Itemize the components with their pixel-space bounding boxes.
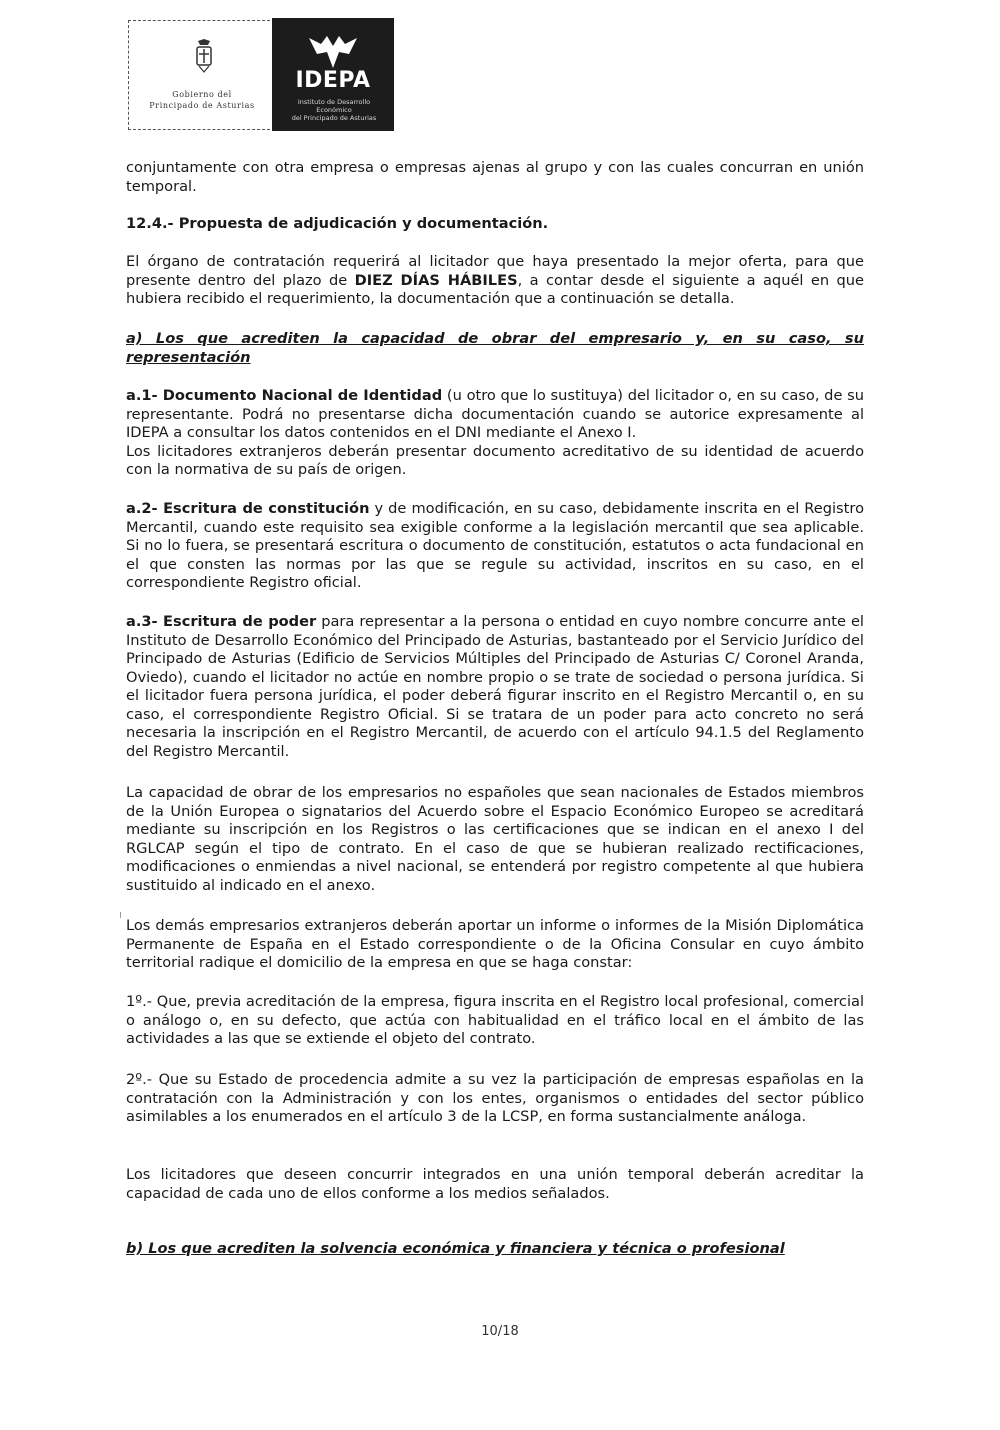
paragraph-organo: [126, 253, 864, 309]
paragraph-union-temporal: Los licitadores que deseen concurrir integrados en una unión temporal deberán acreditar la capacidad de cada uno de ellos conforme a los medios señalados.: [126, 1166, 864, 1202]
a3-text: para representar a la persona o entidad en cuyo nombre concurre ante el Instituto de Desarrollo Económico del Principado de Asturias, bastanteado por el Servicio Jurídico del Principado de Asturias (Edificio de Servicios Múltiples del Principado de Asturias C/ Coronel Aranda, Oviedo), cuando el licitador no actúe en nombre propio o se trate de sociedad o persona jurídica. Si el licitador fuera persona jurídica, el poder deberá figurar inscrito en el Registro Mercantil o, en su caso, el correspondiente Registro Oficial. Si se tratara de un poder para acto concreto no será necesaria la inscripción en el Registro Mercantil, de acuerdo con el artículo 94.1.5 del Reglamento del Registro Mercantil.: [126, 613, 864, 760]
scan-mark: [120, 912, 121, 918]
subheading-capacidad: a) Los que acrediten la capacidad de obrar del empresario y, en su caso, su representación: [126, 330, 864, 366]
paragraph-requisito-1: 1º.- Que, previa acreditación de la empresa, figura inscrita en el Registro local profesional, comercial o análogo o, en su defecto, que actúa con habitualidad en el tráfico local en el ámbito de las actividades a las que se extiende el objeto del contrato.: [126, 993, 864, 1047]
section-heading: 12.4.- Propuesta de adjudicación y documentación.: [126, 215, 549, 232]
paragraph-a3: [126, 613, 864, 761]
a1-extra: Los licitadores extranjeros deberán presentar documento acreditativo de su identidad de acuerdo con la normativa de su país de origen.: [126, 442, 864, 478]
subheading-solvencia: b) Los que acrediten la solvencia económica y financiera y técnica o profesional: [126, 1240, 785, 1257]
page-number: 10/18: [481, 1324, 519, 1339]
idepa-logo: [272, 18, 394, 131]
organo-text-1: El órgano de contratación requerirá al licitador que haya presentado la mejor oferta, para que presente dentro del plazo de: [126, 253, 864, 289]
paragraph-demas-extranjeros: Los demás empresarios extranjeros deberán aportar un informe o informes de la Misión Diplomática Permanente de España en el Estado correspondiente o de la Oficina Consular en cuyo ámbito territorial radique el domicilio de la empresa en que se haga constar:: [126, 917, 864, 971]
idepa-subtitle-line1: Instituto de Desarrollo Económico: [297, 98, 371, 114]
idepa-subtitle-line2: del Principado de Asturias: [291, 114, 377, 122]
a2-title: a.2- Escritura de constitución: [126, 500, 370, 517]
idepa-wordmark: IDEPA: [295, 68, 371, 93]
page-header: [128, 18, 394, 131]
paragraph-a1: [126, 387, 864, 480]
organo-deadline: DIEZ DÍAS HÁBILES: [354, 271, 518, 289]
organo-text-2: , a contar desde el siguiente a aquél en que hubiera recibido el requerimiento, la documentación que a continuación se detalla.: [126, 271, 864, 307]
government-logo: [128, 20, 270, 130]
a3-title: a.3- Escritura de poder: [126, 613, 317, 630]
idepa-emblem-icon: [307, 34, 359, 70]
paragraph-requisito-2: 2º.- Que su Estado de procedencia admite a su vez la participación de empresas españolas en la contratación con la Administración y con los entes, organismos o entidades del sector público asimilables a los enumerados en el artículo 3 de la LCSP, en forma sustancialmente análoga.: [126, 1071, 864, 1125]
a2-text: y de modificación, en su caso, debidamente inscrita en el Registro Mercantil, cuando este requisito sea exigible conforme a la legislación mercantil que sea aplicable. Si no lo fuera, se presentará escritura o documento de constitución, estatutos o acta fundacional en el que consten las normas por las que se regule su actividad, inscritos en su caso, en el correspondiente Registro oficial.: [126, 500, 864, 591]
gov-name-line1: Gobierno del: [172, 90, 232, 99]
a1-title: a.1- Documento Nacional de Identidad: [126, 387, 443, 404]
paragraph-intro: conjuntamente con otra empresa o empresas ajenas al grupo y con las cuales concurran en unión temporal.: [126, 159, 864, 195]
paragraph-a2: [126, 500, 864, 593]
paragraph-capacidad-ue: La capacidad de obrar de los empresarios no españoles que sean nacionales de Estados miembros de la Unión Europea o signatarios del Acuerdo sobre el Espacio Económico Europeo se acreditará mediante su inscripción en los Registros o las certificaciones que se indican en el anexo I del RGLCAP según el tipo de contrato. En el caso de que se hubieran realizado rectificaciones, modificaciones o enmiendas a nivel nacional, se entenderá por registro competente al que hubiera sustituido al indicado en el anexo.: [126, 784, 864, 894]
a1-text: (u otro que lo sustituya) del licitador o, en su caso, de su representante. Podrá no presentarse dicha documentación cuando se autorice expresamente al IDEPA a consultar los datos contenidos en el DNI mediante el Anexo I.: [126, 387, 865, 441]
coat-of-arms-icon: [193, 39, 215, 73]
gov-name-line2: Principado de Asturias: [149, 101, 255, 110]
